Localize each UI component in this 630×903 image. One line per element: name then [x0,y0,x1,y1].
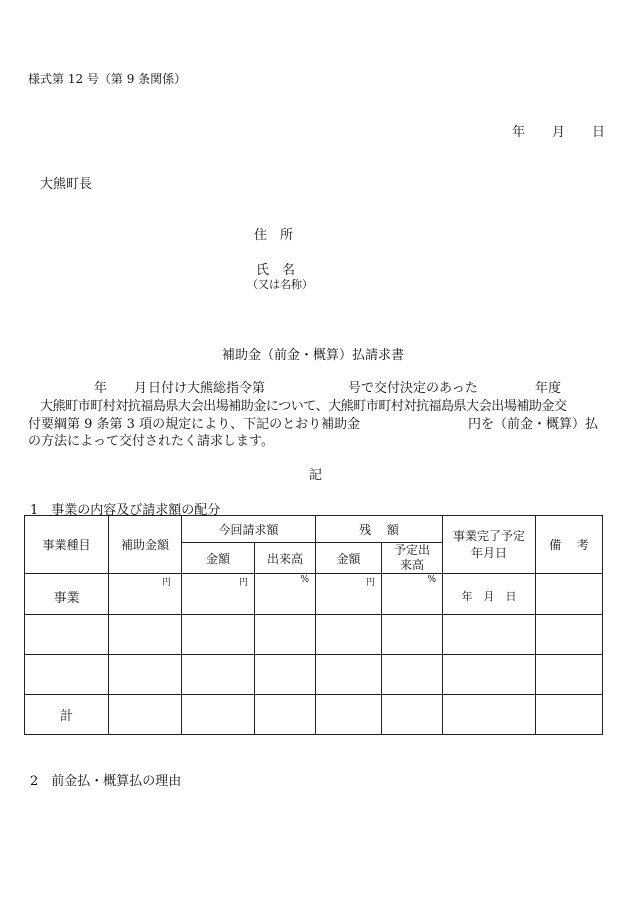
header-planned-progress: 予定出来高 [382,543,443,574]
cell [25,655,109,695]
cell-amount [182,574,255,615]
table-row [25,655,603,695]
name-note: （又は名称） [247,278,313,291]
cell [443,655,536,695]
date-month: 月 [552,125,566,140]
ki-mark: 記 [309,468,323,483]
cell [316,655,382,695]
name-label: 氏 名 [256,263,296,278]
header-remaining: 残 額 [316,516,443,543]
cell [536,615,603,655]
percent-unit: % [427,575,437,585]
header-subsidy-amount: 補助金額 [109,516,182,574]
header-remaining-amount: 金額 [316,543,382,574]
body-fiscal-year: 年度 [535,381,562,396]
cell [255,695,316,735]
body-decision: 号で交付決定のあった [348,381,478,396]
yen-unit: 円 [366,578,376,588]
cell [536,655,603,695]
cell [316,615,382,655]
cell [182,615,255,655]
form-number: 様式第 12 号（第 9 条関係） [28,72,187,86]
cell [443,615,536,655]
body-line-2: 大熊町市町村対抗福島県大会出場補助金について、大熊町市町村対抗福島県大会出場補助金交 [40,399,567,414]
cell-subsidy [109,574,182,615]
cell [255,655,316,695]
cell [109,695,182,735]
table-row [25,615,603,655]
header-remarks: 備 考 [536,516,603,574]
cell [382,695,443,735]
body-month: 月 [134,381,148,396]
cell-remarks [536,574,603,615]
cell-remaining-amount [316,574,382,615]
total-label: 計 [25,695,109,735]
date-year: 年 [512,125,526,140]
address-label: 住 所 [254,228,294,243]
row-business-label: 事業 [25,574,109,615]
header-amount: 金額 [182,543,255,574]
cell [443,695,536,735]
body-line-4: の方法によって交付されたく請求します。 [28,434,274,449]
percent-unit: % [300,575,310,585]
header-completion-date: 事業完了予定年月日 [443,516,536,574]
date-day: 日 [592,125,606,140]
yen-unit: 円 [161,578,171,588]
table-row-total [25,695,603,735]
body-line-3a: 付要綱第 9 条第 3 項の規定により、下記のとおり補助金 [28,417,361,432]
body-year: 年 [94,381,108,396]
table-row [25,574,603,615]
section-2-title: 2 前金払・概算払の理由 [30,774,182,789]
header-current-request: 今回請求額 [182,516,316,543]
cell [382,615,443,655]
cell [255,615,316,655]
cell [109,655,182,695]
cell [382,655,443,695]
header-progress: 出来高 [255,543,316,574]
body-line-3b: 円を（前金・概算）払 [468,417,599,432]
body-directive: 日付け大熊総指令第 [148,381,266,396]
request-table [24,515,603,735]
cell [109,615,182,655]
row-completion-date: 年 月 日 [443,574,536,615]
cell-progress [255,574,316,615]
cell [536,695,603,735]
document-title: 補助金（前金・概算）払請求書 [222,348,405,363]
section-1-title: 1 事業の内容及び請求額の配分 [30,503,221,518]
header-business-type: 事業種目 [25,516,109,574]
cell-planned-progress [382,574,443,615]
addressee: 大熊町長 [40,177,93,192]
cell [182,655,255,695]
cell [182,695,255,735]
yen-unit: 円 [238,578,248,588]
cell [25,615,109,655]
cell [316,695,382,735]
